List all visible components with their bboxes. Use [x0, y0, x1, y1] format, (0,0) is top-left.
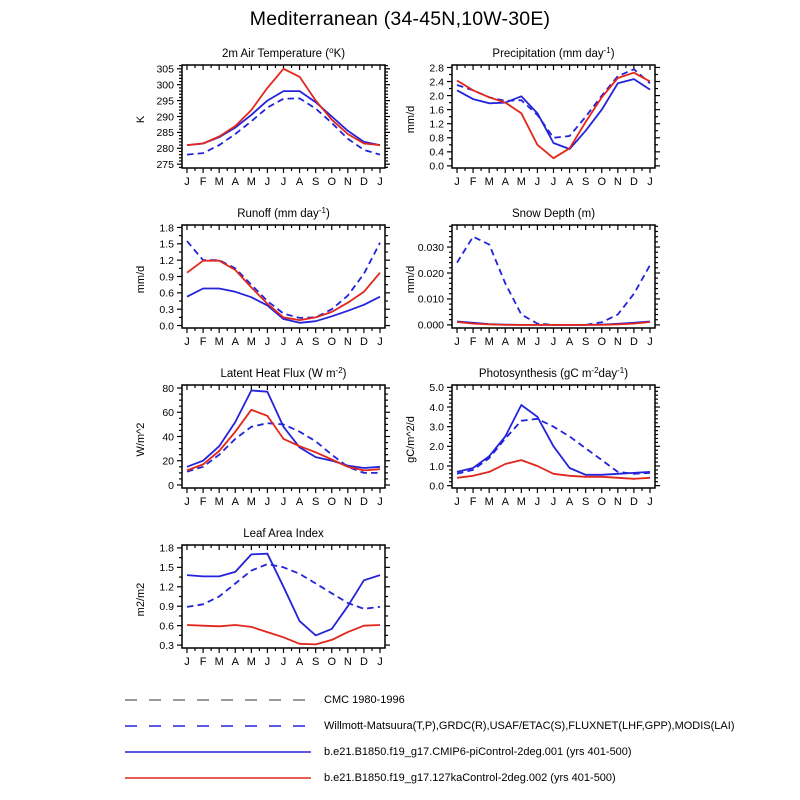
x-tick-label: J — [280, 176, 287, 188]
x-tick-label: J — [264, 176, 271, 188]
x-tick-label: A — [565, 176, 574, 188]
x-tick-label: M — [214, 176, 224, 188]
x-tick-label: J — [377, 336, 383, 348]
chart-latent-heat-flux — [120, 363, 420, 525]
x-tick-label: J — [184, 176, 190, 188]
x-tick-label: J — [264, 336, 271, 348]
x-tick-label: J — [534, 496, 541, 508]
y-tick-label: 305 — [156, 63, 174, 76]
x-tick-label: S — [311, 496, 320, 508]
y-tick-label: 1.2 — [159, 581, 174, 594]
series-piControl — [457, 79, 650, 149]
x-tick-label: J — [280, 496, 287, 508]
y-tick-label: 1.0 — [429, 460, 444, 473]
x-tick-label: N — [613, 496, 622, 508]
y-tick-label: 1.6 — [429, 104, 444, 117]
y-axis-label: K — [135, 115, 147, 124]
y-tick-label: 80 — [162, 382, 174, 395]
chart-title: Snow Depth (m) — [511, 208, 596, 220]
x-tick-label: J — [377, 176, 383, 188]
x-tick-label: F — [469, 496, 477, 508]
y-tick-label: 3.0 — [429, 421, 444, 434]
chart-snow-depth — [390, 203, 690, 365]
x-tick-label: J — [550, 496, 557, 508]
x-tick-label: F — [199, 176, 207, 188]
x-tick-label: M — [214, 336, 224, 348]
x-tick-label: J — [264, 496, 271, 508]
x-tick-label: N — [343, 336, 352, 348]
y-tick-label: 0.8 — [429, 132, 444, 145]
y-tick-label: 275 — [156, 158, 174, 171]
y-tick-label: 2.4 — [429, 76, 444, 89]
x-tick-label: F — [199, 656, 207, 668]
x-tick-label: S — [581, 496, 590, 508]
x-tick-label: A — [501, 176, 509, 188]
x-tick-label: M — [484, 496, 494, 508]
x-tick-label: J — [184, 496, 190, 508]
series-127kaControl — [457, 460, 650, 479]
x-tick-label: D — [629, 336, 638, 348]
y-axis-label: mm/d — [135, 265, 147, 294]
page-title: Mediterranean (34-45N,10W-30E) — [249, 8, 551, 30]
x-tick-label: J — [534, 336, 541, 348]
chart-leaf-area-index — [120, 523, 420, 685]
chart-latent-heat-flux-svg — [120, 363, 420, 525]
legend-line-solid-blue — [123, 744, 313, 760]
y-tick-label: 1.2 — [159, 254, 174, 267]
plot-frame — [182, 225, 385, 328]
legend-label: CMC 1980-1996 — [324, 694, 405, 706]
y-axis-label: m2/m2 — [135, 582, 147, 617]
y-tick-label: 1.8 — [159, 222, 174, 235]
chart-title: 2m Air Temperature ($^o$K) — [221, 46, 346, 60]
x-tick-label: M — [516, 176, 526, 188]
x-tick-label: A — [565, 336, 574, 348]
x-tick-label: O — [327, 336, 337, 348]
y-tick-label: 0 — [168, 479, 174, 492]
chart-leaf-area-index-svg — [120, 523, 420, 685]
y-tick-label: 1.5 — [159, 238, 174, 251]
y-tick-label: 0.020 — [417, 267, 444, 280]
x-tick-label: J — [550, 336, 557, 348]
x-tick-label: D — [359, 176, 368, 188]
y-axis-label: W/m^2 — [135, 422, 147, 457]
legend-entry-127ka — [123, 770, 735, 786]
x-tick-label: O — [597, 176, 607, 188]
y-tick-label: 0.6 — [159, 287, 174, 300]
y-tick-label: 290 — [156, 111, 174, 124]
x-tick-label: A — [295, 176, 304, 188]
y-tick-label: 295 — [156, 95, 174, 108]
chart-precipitation-svg — [390, 43, 690, 205]
x-tick-label: F — [469, 336, 477, 348]
x-tick-label: A — [231, 176, 239, 188]
chart-title: Runoff (mm day$^{-1}$) — [237, 206, 330, 220]
x-tick-label: S — [311, 336, 320, 348]
x-tick-label: J — [377, 656, 383, 668]
legend-line-dashed-blue — [123, 718, 313, 734]
series-obs — [457, 237, 650, 325]
legend-entry-picontrol — [123, 744, 735, 760]
x-tick-label: M — [246, 496, 256, 508]
y-tick-label: 60 — [162, 407, 174, 420]
y-tick-label: 285 — [156, 127, 174, 140]
y-tick-label: 2.0 — [429, 90, 444, 103]
figure-legend — [123, 692, 735, 786]
chart-title: Leaf Area Index — [243, 528, 324, 540]
y-tick-label: 0.0 — [429, 480, 444, 493]
y-tick-label: 0.9 — [159, 271, 174, 284]
x-tick-label: M — [516, 336, 526, 348]
x-tick-label: O — [597, 496, 607, 508]
series-obs — [457, 69, 650, 138]
chart-photosynthesis-svg — [390, 363, 690, 525]
series-piControl — [457, 405, 650, 475]
legend-line-dashed-gray — [123, 692, 313, 708]
x-tick-label: J — [647, 336, 653, 348]
y-tick-label: 0.030 — [417, 241, 444, 254]
series-127kaControl — [457, 73, 650, 159]
legend-line-solid-red — [123, 770, 313, 786]
y-tick-label: 0.3 — [159, 639, 174, 652]
x-tick-label: J — [550, 176, 557, 188]
x-tick-label: M — [484, 336, 494, 348]
x-tick-label: J — [377, 496, 383, 508]
x-tick-label: M — [516, 496, 526, 508]
x-tick-label: O — [327, 496, 337, 508]
y-tick-label: 300 — [156, 79, 174, 92]
x-tick-label: A — [231, 656, 239, 668]
x-tick-label: F — [199, 336, 207, 348]
plot-frame — [452, 225, 655, 328]
chart-title: Latent Heat Flux (W $m^{-2}$) — [220, 366, 347, 380]
x-tick-label: A — [565, 496, 574, 508]
y-tick-label: 0.0 — [429, 160, 444, 173]
x-tick-label: J — [454, 176, 460, 188]
y-tick-label: 280 — [156, 143, 174, 156]
x-tick-label: O — [327, 656, 337, 668]
chart-title: Photosynthesis (gC $m^{-2}day^{-1}$) — [478, 366, 629, 380]
y-tick-label: 20 — [162, 455, 174, 468]
legend-label: b.e21.B1850.f19_g17.127kaControl-2deg.002 (yrs 401-500) — [324, 772, 616, 784]
x-tick-label: F — [469, 176, 477, 188]
y-axis-label: gC/m^2/d — [405, 416, 417, 463]
chart-air-temperature — [120, 43, 420, 205]
y-tick-label: 1.2 — [429, 118, 444, 131]
x-tick-label: S — [311, 656, 320, 668]
legend-label: Willmott-Matsuura(T,P),GRDC(R),USAF/ETAC(S),FLUXNET(LHF,GPP),MODIS(LAI) — [324, 720, 735, 732]
legend-entry-cmc — [123, 692, 735, 708]
chart-photosynthesis — [390, 363, 690, 525]
x-tick-label: N — [613, 176, 622, 188]
x-tick-label: A — [295, 336, 304, 348]
x-tick-label: A — [501, 336, 509, 348]
x-tick-label: J — [647, 176, 653, 188]
plot-frame — [182, 65, 385, 168]
x-tick-label: D — [629, 496, 638, 508]
y-tick-label: 1.5 — [159, 562, 174, 575]
x-tick-label: J — [454, 336, 460, 348]
x-tick-label: O — [597, 336, 607, 348]
x-tick-label: J — [534, 176, 541, 188]
x-tick-label: A — [295, 496, 304, 508]
y-tick-label: 5.0 — [429, 382, 444, 395]
chart-runoff — [120, 203, 420, 365]
y-tick-label: 0.9 — [159, 601, 174, 614]
y-tick-label: 40 — [162, 431, 174, 444]
y-tick-label: 0.4 — [429, 146, 444, 159]
y-tick-label: 0.6 — [159, 620, 174, 633]
plot-frame — [452, 65, 655, 168]
chart-runoff-svg — [120, 203, 420, 365]
x-tick-label: J — [184, 336, 190, 348]
series-127kaControl — [187, 625, 380, 644]
x-tick-label: M — [214, 496, 224, 508]
series-127kaControl — [457, 322, 650, 325]
x-tick-label: J — [647, 496, 653, 508]
plot-frame — [182, 385, 385, 488]
x-tick-label: N — [343, 496, 352, 508]
x-tick-label: D — [629, 176, 638, 188]
x-tick-label: M — [246, 336, 256, 348]
x-tick-label: N — [343, 656, 352, 668]
legend-label: b.e21.B1850.f19_g17.CMIP6-piControl-2deg.001 (yrs 401-500) — [324, 746, 632, 758]
y-axis-label: mm/d — [405, 265, 417, 294]
y-tick-label: 0.010 — [417, 293, 444, 306]
x-tick-label: M — [484, 176, 494, 188]
x-tick-label: N — [343, 176, 352, 188]
series-piControl — [187, 554, 380, 636]
series-obs — [187, 241, 380, 318]
x-tick-label: F — [199, 496, 207, 508]
x-tick-label: M — [246, 176, 256, 188]
chart-snow-depth-svg — [390, 203, 690, 365]
y-tick-label: 0.0 — [159, 320, 174, 333]
x-tick-label: S — [311, 176, 320, 188]
x-tick-label: A — [501, 496, 509, 508]
x-tick-label: O — [327, 176, 337, 188]
chart-air-temperature-svg — [120, 43, 420, 205]
x-tick-label: J — [454, 496, 460, 508]
y-tick-label: 2.0 — [429, 441, 444, 454]
x-tick-label: J — [184, 656, 190, 668]
legend-entry-obs — [123, 718, 735, 734]
y-axis-label: mm/d — [405, 105, 417, 134]
x-tick-label: A — [231, 496, 239, 508]
x-tick-label: M — [246, 656, 256, 668]
x-tick-label: D — [359, 656, 368, 668]
y-tick-label: 4.0 — [429, 401, 444, 414]
x-tick-label: J — [280, 336, 287, 348]
chart-precipitation — [390, 43, 690, 205]
series-obs — [187, 98, 380, 154]
y-tick-label: 2.8 — [429, 62, 444, 75]
x-tick-label: A — [295, 656, 304, 668]
x-tick-label: M — [214, 656, 224, 668]
series-127kaControl — [187, 410, 380, 471]
x-tick-label: N — [613, 336, 622, 348]
y-tick-label: 0.000 — [417, 319, 444, 332]
y-tick-label: 1.8 — [159, 542, 174, 555]
chart-title: Precipitation (mm day$^{-1}$) — [492, 46, 615, 60]
x-tick-label: A — [231, 336, 239, 348]
x-tick-label: S — [581, 336, 590, 348]
x-tick-label: J — [264, 656, 271, 668]
x-tick-label: J — [280, 656, 287, 668]
x-tick-label: D — [359, 336, 368, 348]
x-tick-label: D — [359, 496, 368, 508]
y-tick-label: 0.3 — [159, 303, 174, 316]
x-tick-label: S — [581, 176, 590, 188]
